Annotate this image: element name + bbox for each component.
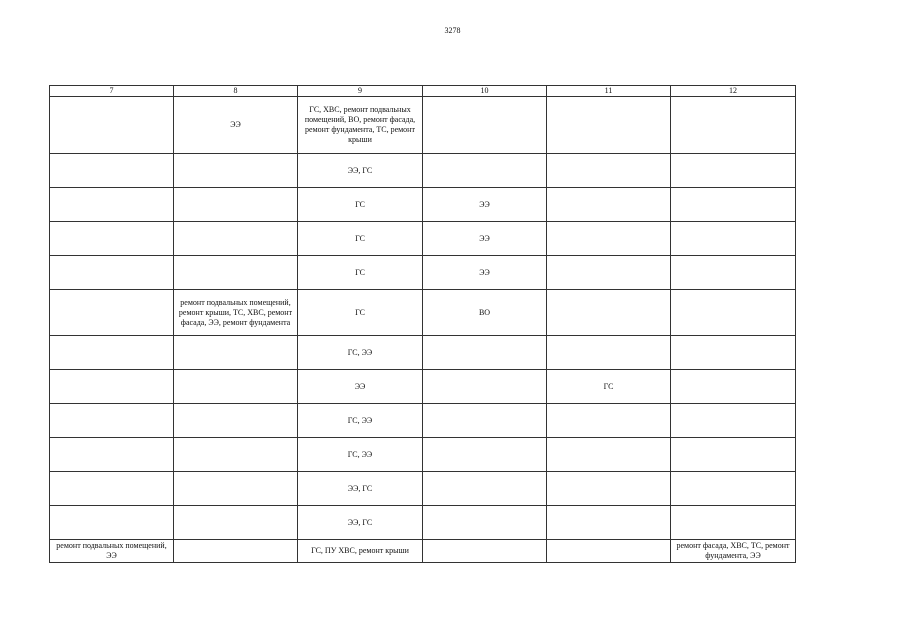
table-cell: ГС, ЭЭ bbox=[298, 404, 423, 438]
table-cell: ГС, ПУ ХВС, ремонт крыши bbox=[298, 540, 423, 563]
table-cell: ЭЭ, ГС bbox=[298, 506, 423, 540]
table-row bbox=[50, 222, 796, 256]
table-cell bbox=[671, 336, 796, 370]
table-cell: ремонт подвальных помещений, ремонт крыши, ТС, ХВС, ремонт фасада, ЭЭ, ремонт фундамента bbox=[174, 290, 298, 336]
column-header: 12 bbox=[671, 86, 796, 97]
table-cell bbox=[547, 290, 671, 336]
table-row bbox=[50, 188, 796, 222]
table-cell: ГС bbox=[298, 222, 423, 256]
table-cell bbox=[174, 404, 298, 438]
table-cell bbox=[423, 336, 547, 370]
table-cell bbox=[423, 506, 547, 540]
column-header: 9 bbox=[298, 86, 423, 97]
table-cell bbox=[547, 97, 671, 154]
table-cell bbox=[174, 336, 298, 370]
table-cell bbox=[174, 188, 298, 222]
table-cell bbox=[174, 540, 298, 563]
table-cell bbox=[547, 256, 671, 290]
table-row bbox=[50, 256, 796, 290]
table-cell: ЭЭ bbox=[298, 370, 423, 404]
table-cell bbox=[423, 438, 547, 472]
table-cell bbox=[50, 154, 174, 188]
table-cell: ВО bbox=[423, 290, 547, 336]
table-cell bbox=[423, 404, 547, 438]
column-header: 10 bbox=[423, 86, 547, 97]
table-cell: ГС bbox=[547, 370, 671, 404]
table-cell bbox=[174, 506, 298, 540]
table-cell: ГС, ХВС, ремонт подвальных помещений, ВО, ремонт фасада, ремонт фундамента, ТС, ремонт крыши bbox=[298, 97, 423, 154]
table-row bbox=[50, 438, 796, 472]
table-cell bbox=[50, 472, 174, 506]
table-cell bbox=[50, 438, 174, 472]
page-number: 3278 bbox=[444, 26, 461, 35]
table-cell bbox=[671, 188, 796, 222]
table-cell: ЭЭ bbox=[423, 188, 547, 222]
table-cell bbox=[671, 506, 796, 540]
column-header: 8 bbox=[174, 86, 298, 97]
table-cell bbox=[671, 404, 796, 438]
table-cell bbox=[174, 256, 298, 290]
table-cell bbox=[671, 154, 796, 188]
table-cell: ремонт фасада, ХВС, ТС, ремонт фундамента, ЭЭ bbox=[671, 540, 796, 563]
table-row bbox=[50, 540, 796, 563]
table-cell bbox=[671, 438, 796, 472]
table-cell bbox=[547, 540, 671, 563]
table-cell bbox=[423, 540, 547, 563]
table-cell bbox=[174, 472, 298, 506]
table-cell bbox=[50, 256, 174, 290]
table-row bbox=[50, 472, 796, 506]
table-cell bbox=[50, 222, 174, 256]
table-cell bbox=[174, 438, 298, 472]
table-row bbox=[50, 404, 796, 438]
table-header-row bbox=[50, 86, 796, 97]
table-cell bbox=[547, 336, 671, 370]
table-cell bbox=[50, 188, 174, 222]
table-cell bbox=[50, 506, 174, 540]
table-cell bbox=[547, 506, 671, 540]
table-row bbox=[50, 370, 796, 404]
table-cell bbox=[174, 370, 298, 404]
table-cell: ЭЭ bbox=[423, 256, 547, 290]
table-cell bbox=[423, 472, 547, 506]
column-header: 7 bbox=[50, 86, 174, 97]
table-row bbox=[50, 336, 796, 370]
table-cell bbox=[50, 336, 174, 370]
table-cell: ГС bbox=[298, 256, 423, 290]
works-table bbox=[49, 85, 796, 563]
table-cell bbox=[671, 290, 796, 336]
table-cell: ремонт подвальных помещений, ЭЭ bbox=[50, 540, 174, 563]
table-cell bbox=[50, 97, 174, 154]
table-cell bbox=[671, 97, 796, 154]
table-cell bbox=[671, 256, 796, 290]
table-cell: ЭЭ bbox=[423, 222, 547, 256]
table-cell: ГС, ЭЭ bbox=[298, 336, 423, 370]
table-cell bbox=[50, 370, 174, 404]
table-cell bbox=[547, 222, 671, 256]
table-row bbox=[50, 506, 796, 540]
table-cell: ГС, ЭЭ bbox=[298, 438, 423, 472]
table-cell bbox=[547, 472, 671, 506]
table-row bbox=[50, 154, 796, 188]
table-cell bbox=[671, 472, 796, 506]
table-cell: ЭЭ bbox=[174, 97, 298, 154]
table-cell bbox=[174, 222, 298, 256]
column-header: 11 bbox=[547, 86, 671, 97]
table-row bbox=[50, 290, 796, 336]
table-cell: ЭЭ, ГС bbox=[298, 154, 423, 188]
table-cell bbox=[423, 154, 547, 188]
table-cell bbox=[174, 154, 298, 188]
table-cell bbox=[50, 290, 174, 336]
table-cell bbox=[547, 404, 671, 438]
table-cell bbox=[547, 188, 671, 222]
table-cell bbox=[547, 438, 671, 472]
table-cell bbox=[671, 370, 796, 404]
table-cell bbox=[423, 97, 547, 154]
table-cell bbox=[547, 154, 671, 188]
table-cell bbox=[671, 222, 796, 256]
table-cell bbox=[423, 370, 547, 404]
table-cell: ГС bbox=[298, 290, 423, 336]
table-cell bbox=[50, 404, 174, 438]
table-cell: ЭЭ, ГС bbox=[298, 472, 423, 506]
table-row bbox=[50, 97, 796, 154]
table-cell: ГС bbox=[298, 188, 423, 222]
